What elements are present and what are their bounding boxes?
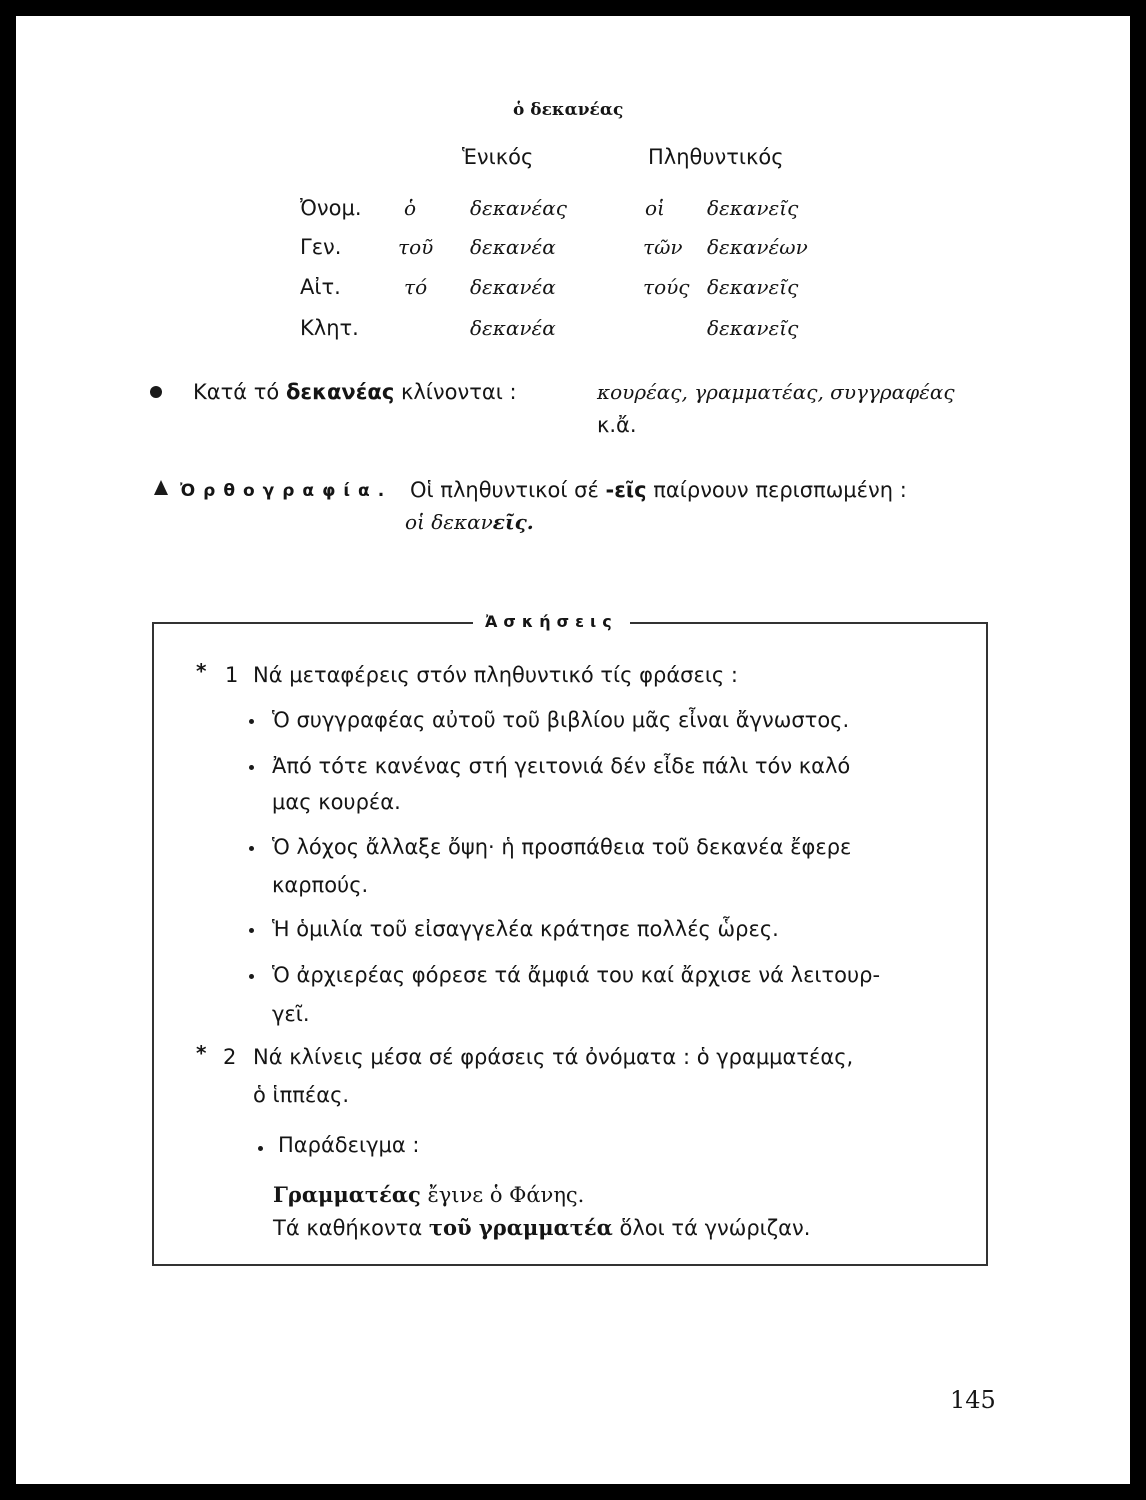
rule-examples: κουρέας, γραμματέας, συγγραφέας	[597, 380, 955, 404]
orthography-text-before: Οἱ πληθυντικοί σέ	[410, 478, 599, 502]
rule-etc: κ.ἄ.	[597, 413, 637, 437]
example-sentence-1	[273, 1180, 584, 1210]
bullet-circle-icon	[150, 386, 162, 398]
bullet-dot-icon	[249, 765, 254, 770]
exercise-item-line: γεῖ.	[272, 1002, 310, 1026]
plural-form: δεκανεῖς	[707, 275, 799, 299]
bullet-dot-icon	[249, 719, 254, 724]
plural-form: δεκανεῖς	[707, 196, 799, 220]
exercise-item-line: μας κουρέα.	[272, 790, 401, 814]
section-title: ὁ δεκανέας	[513, 100, 624, 120]
rule-line	[193, 377, 517, 407]
plural-article: τῶν	[643, 235, 683, 259]
exercise-item-line: Ἀπό τότε κανένας στή γειτονιά δέν εἶδε πάλι τόν καλό	[272, 754, 851, 778]
singular-form: δεκανέα	[470, 235, 556, 259]
singular-article: τοῦ	[398, 235, 434, 259]
exercise-item-line: Ὁ ἀρχιερέας φόρεσε τά ἄμφιά του καί ἄρχισε νά λειτουρ-	[272, 963, 881, 987]
singular-form: δεκανέα	[470, 275, 556, 299]
plural-form: δεκανέων	[707, 235, 808, 259]
plural-article: οἱ	[645, 196, 665, 220]
exercise-item-line: Ὁ λόχος ἄλλαξε ὄψη· ἡ προσπάθεια τοῦ δεκανέα ἔφερε	[272, 835, 852, 859]
case-label: Αἰτ.	[300, 275, 341, 299]
example-label: Παράδειγμα :	[278, 1133, 420, 1157]
bullet-dot-icon	[249, 974, 254, 979]
exercise-item-line: Ἡ ὁμιλία τοῦ εἰσαγγελέα κράτησε πολλές ὧρες.	[272, 917, 779, 941]
example-before: Τά καθήκοντα	[273, 1216, 423, 1240]
example-sentence-2	[273, 1213, 810, 1243]
case-label: Κλητ.	[300, 316, 359, 340]
bullet-dot-icon	[258, 1146, 263, 1151]
singular-form: δεκανέα	[470, 316, 556, 340]
exercises-title: Ἀσκήσεις	[473, 607, 630, 637]
case-label: Γεν.	[300, 235, 342, 259]
header-singular: Ἑνικός	[462, 145, 534, 169]
orthography-label: Ὀρθογραφία.	[180, 481, 393, 501]
bullet-dot-icon	[249, 928, 254, 933]
exercise-instruction: Νά κλίνεις μέσα σέ φράσεις τά ὀνόματα : ὁ γραμματέας,	[253, 1045, 854, 1069]
orthography-text-after: παίρνουν περισπωμένη :	[653, 478, 907, 502]
declension-row-nominative	[0, 193, 1146, 223]
rule-prefix: Κατά τό	[193, 380, 280, 404]
declension-row-genitive	[0, 232, 1146, 262]
exercise-star-icon: *	[196, 1041, 207, 1065]
plural-article: τούς	[643, 275, 690, 299]
orthography-example	[405, 507, 534, 537]
singular-form: δεκανέας	[470, 196, 567, 220]
bullet-dot-icon	[249, 846, 254, 851]
example-rest: ἔγινε ὁ Φάνης.	[427, 1183, 585, 1207]
exercise-instruction: Νά μεταφέρεις στόν πληθυντικό τίς φράσεις :	[253, 663, 738, 687]
exercise-star-icon: *	[196, 659, 207, 683]
plural-form: δεκανεῖς	[707, 316, 799, 340]
declension-row-accusative	[0, 272, 1146, 302]
declension-row-vocative	[0, 313, 1146, 343]
exercise-number: 1	[225, 663, 239, 687]
rule-suffix: κλίνονται :	[401, 380, 517, 404]
exercise-item-line: καρπούς.	[272, 873, 369, 897]
rule-keyword: δεκανέας	[285, 380, 395, 404]
singular-article: τό	[404, 275, 428, 299]
exercise-instruction: ὁ ἱππέας.	[253, 1083, 350, 1107]
orthography-ending: -εῖς	[605, 478, 647, 502]
example-bold-word: Γραμματέας	[273, 1182, 421, 1207]
header-plural: Πληθυντικός	[648, 145, 784, 169]
example-after: ὅλοι τά γνώριζαν.	[619, 1216, 811, 1240]
exercise-item-line: Ὁ συγγραφέας αὐτοῦ τοῦ βιβλίου μᾶς εἶναι ἄγνωστος.	[272, 708, 850, 732]
orthography-example-ending: εῖς.	[492, 510, 534, 534]
case-label: Ὀνομ.	[300, 196, 362, 220]
exercise-number: 2	[223, 1045, 237, 1069]
page-number: 145	[950, 1386, 996, 1414]
orthography-rule	[410, 475, 907, 505]
example-bold-phrase: τοῦ γραμματέα	[428, 1215, 613, 1240]
singular-article: ὁ	[404, 196, 417, 220]
orthography-example-stem: οἱ δεκαν	[405, 510, 493, 534]
triangle-icon	[154, 480, 168, 495]
